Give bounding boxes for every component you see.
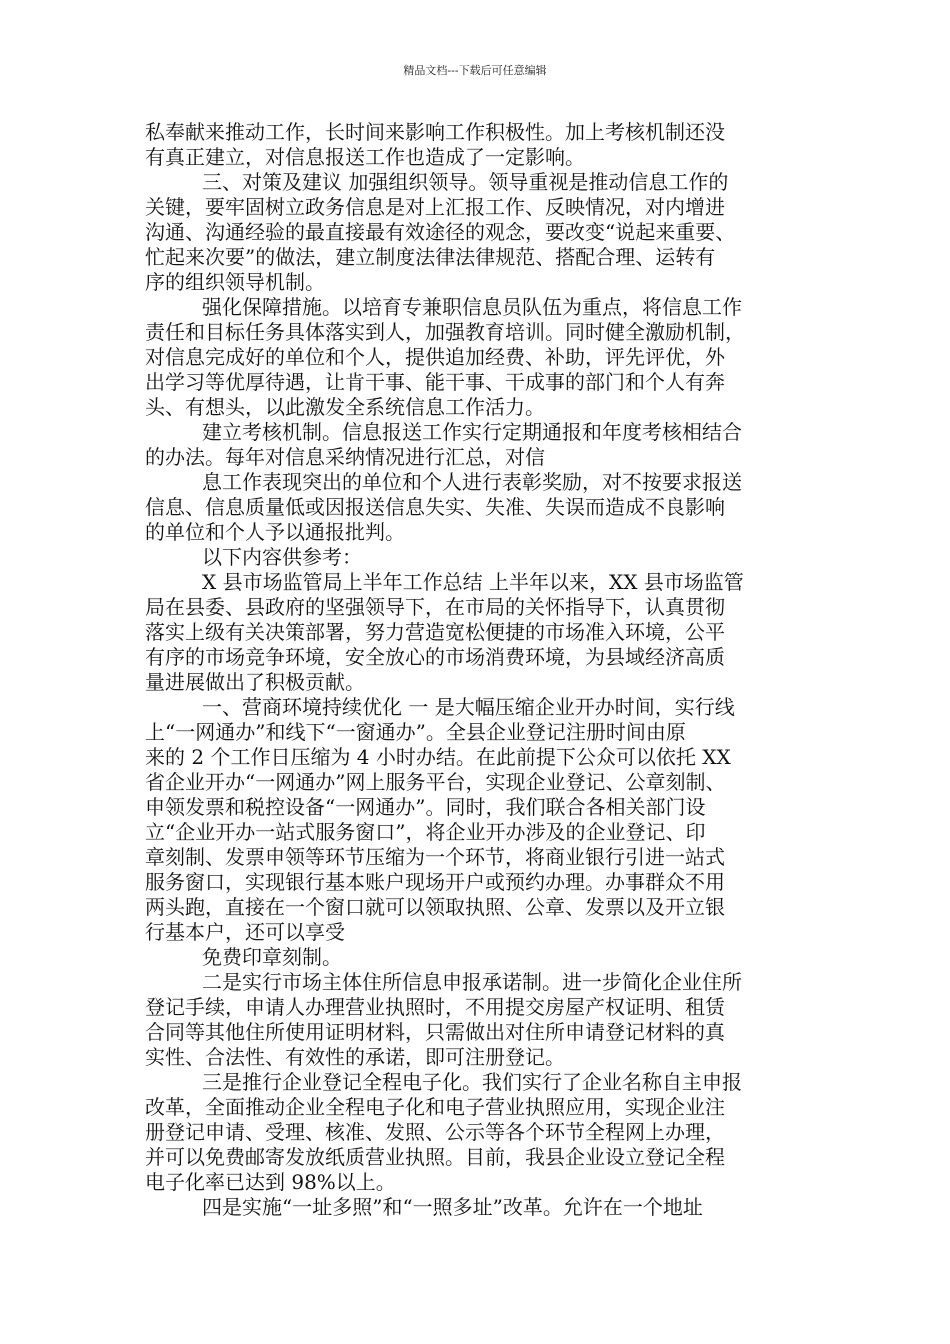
text-line: 责任和目标任务具体落实到人，加强教育培训。同时健全激励机制， <box>145 320 745 344</box>
text-line: 沟通、沟通经验的最直接最有效途径的观念，要改变“说起来重要、 <box>145 220 736 244</box>
text-line: 强化保障措施。以培育专兼职信息员队伍为重点，将信息工作 <box>202 295 742 319</box>
text-line: 二是实行市场主体住所信息申报承诺制。进一步简化企业住所 <box>202 970 742 994</box>
document-body <box>145 120 810 1220</box>
text-line: 实性、合法性、有效性的承诺，即可注册登记。 <box>145 1045 565 1069</box>
text-line: 合同等其他住所使用证明材料，只需做出对住所申请登记材料的真 <box>145 1020 725 1044</box>
text-line: 省企业开办“一网通办”网上服务平台，实现企业登记、公章刻制、 <box>145 770 726 794</box>
text-line: 上“一网通办”和线下“一窗通办”。全县企业登记注册时间由原 <box>145 720 686 744</box>
text-line: 的单位和个人予以通报批判。 <box>145 520 405 544</box>
text-line: 对信息完成好的单位和个人，提供追加经费、补助，评先评优，外 <box>145 345 725 369</box>
text-line: X 县市场监管局上半年工作总结 上半年以来，XX 县市场监管 <box>202 570 744 594</box>
text-line: 四是实施“一址多照”和“一照多址”改革。允许在一个地址 <box>202 1195 703 1219</box>
text-line: 序的组织领导机制。 <box>145 270 325 294</box>
text-line: 登记手续，申请人办理营业执照时，不用提交房屋产权证明、租赁 <box>145 995 725 1019</box>
text-line: 一、营商环境持续优化 一 是大幅压缩企业开办时间，实行线 <box>202 695 735 719</box>
text-line: 有真正建立，对信息报送工作也造成了一定影响。 <box>145 145 585 169</box>
text-line: 头、有想头，以此激发全系统信息工作活力。 <box>145 395 545 419</box>
text-line: 落实上级有关决策部署，努力营造宽松便捷的市场准入环境，公平 <box>145 620 725 644</box>
text-line: 有序的市场竞争环境，安全放心的市场消费环境，为县域经济高质 <box>145 645 725 669</box>
text-line: 私奉献来推动工作，长时间来影响工作积极性。加上考核机制还没 <box>145 120 725 144</box>
page-header: 精品文档---下载后可任意编辑 <box>403 64 547 77</box>
text-line: 局在县委、县政府的坚强领导下，在市局的关怀指导下，认真贯彻 <box>145 595 725 619</box>
text-line: 改革，全面推动企业全程电子化和电子营业执照应用，实现企业注 <box>145 1095 725 1119</box>
text-line: 章刻制、发票申领等环节压缩为一个环节，将商业银行引进一站式 <box>145 845 725 869</box>
text-line: 建立考核机制。信息报送工作实行定期通报和年度考核相结合 <box>202 420 742 444</box>
text-line: 两头跑，直接在一个窗口就可以领取执照、公章、发票以及开立银 <box>145 895 725 919</box>
text-line: 的办法。每年对信息采纳情况进行汇总，对信 <box>145 445 545 469</box>
text-line: 并可以免费邮寄发放纸质营业执照。目前，我县企业设立登记全程 <box>145 1145 725 1169</box>
text-line: 电子化率已达到 98%以上。 <box>145 1170 396 1194</box>
text-line: 服务窗口，实现银行基本账户现场开户或预约办理。办事群众不用 <box>145 870 725 894</box>
text-line: 息工作表现突出的单位和个人进行表彰奖励，对不按要求报送 <box>202 470 742 494</box>
text-line: 出学习等优厚待遇，让肯干事、能干事、干成事的部门和个人有奔 <box>145 370 725 394</box>
text-line: 量进展做出了积极贡献。 <box>145 670 365 694</box>
text-line: 册登记申请、受理、核准、发照、公示等各个环节全程网上办理， <box>145 1120 725 1144</box>
text-line: 申领发票和税控设备“一网通办”。同时，我们联合各相关部门设 <box>145 795 706 819</box>
text-line: 以下内容供参考： <box>202 545 362 569</box>
text-line: 三、对策及建议 加强组织领导。领导重视是推动信息工作的 <box>202 170 729 194</box>
text-line: 三是推行企业登记全程电子化。我们实行了企业名称自主申报 <box>202 1070 742 1094</box>
text-line: 信息、信息质量低或因报送信息失实、失准、失误而造成不良影响 <box>145 495 725 519</box>
text-line: 行基本户，还可以享受 <box>145 920 345 944</box>
text-line: 立“企业开办一站式服务窗口”，将企业开办涉及的企业登记、印 <box>145 820 706 844</box>
text-line: 关键，要牢固树立政务信息是对上汇报工作、反映情况，对内增进 <box>145 195 725 219</box>
text-line: 免费印章刻制。 <box>202 945 342 969</box>
text-line: 忙起来次要”的做法，建立制度法律法律规范、搭配合理、运转有 <box>145 245 716 269</box>
text-line: 来的 2 个工作日压缩为 4 小时办结。在此前提下公众可以依托 XX <box>145 745 731 769</box>
